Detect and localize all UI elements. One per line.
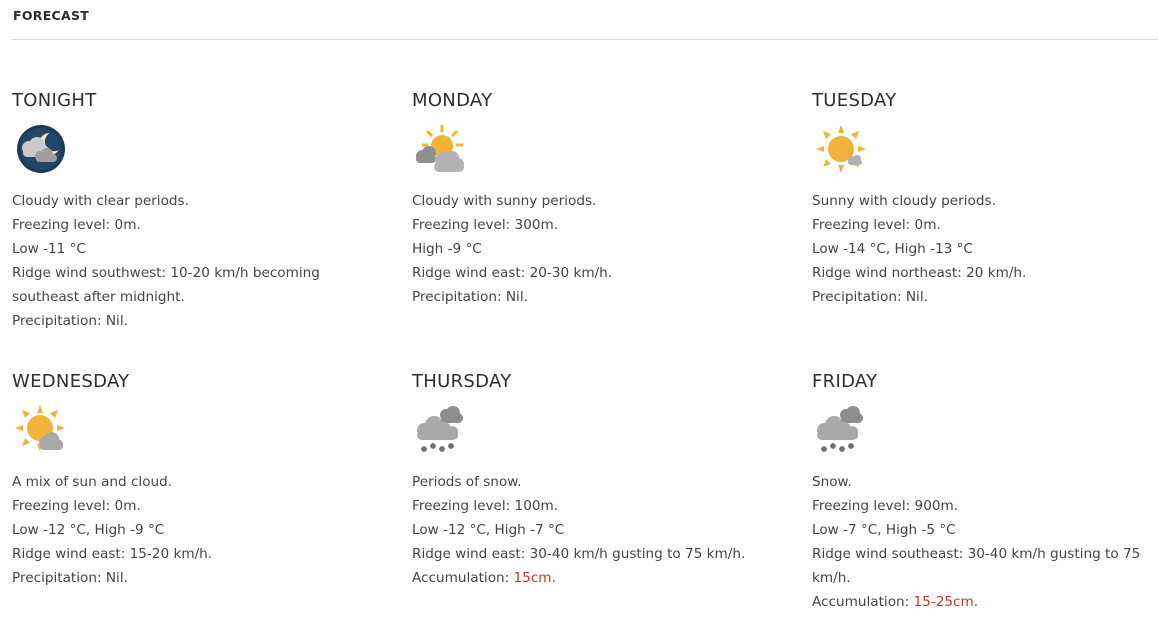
day-title: THURSDAY [412,371,512,392]
forecast-day-monday [412,90,757,309]
precipitation [12,566,357,590]
temperature: Low -12 °C, High -9 °C [12,522,165,538]
forecast-day-wednesday [12,371,357,590]
ridge-wind: Ridge wind east: 30-40 km/h gusting to 75 km/h. [412,546,746,562]
temperature: High -9 °C [412,241,482,257]
freezing-level: Freezing level: 0m. [812,217,941,233]
freezing-level: Freezing level: 900m. [812,498,959,514]
summary-text: Sunny with cloudy periods. [812,193,996,209]
precipitation-label: Precipitation: Nil. [412,289,528,305]
day-title: WEDNESDAY [12,371,130,392]
temperature: Low -7 °C, High -5 °C [812,522,956,538]
section-title: FORECAST [13,8,90,23]
precipitation-label: Precipitation: Nil. [812,289,928,305]
precipitation-label: Precipitation: Nil. [12,570,128,586]
precipitation-value: 15-25cm. [913,594,979,610]
night-cloudy-icon [12,123,68,179]
day-details [12,470,357,590]
precipitation-label: Accumulation: [812,594,914,610]
sunny-cloudy-periods-icon [812,123,868,179]
forecast-day-friday [812,371,1157,614]
day-title: MONDAY [412,90,493,111]
ridge-wind: Ridge wind southeast: 30-40 km/h gusting to 75 km/h. [812,546,1141,586]
day-details [812,470,1157,614]
freezing-level: Freezing level: 300m. [412,217,559,233]
day-details [812,189,1157,309]
precipitation [12,309,357,333]
section-divider [12,39,1158,40]
precipitation [412,285,757,309]
precipitation-label: Accumulation: [412,570,514,586]
summary-text: Cloudy with clear periods. [12,193,189,209]
precipitation [812,285,1157,309]
forecast-day-tuesday [812,90,1157,309]
ridge-wind: Ridge wind southwest: 10-20 km/h becoming southeast after midnight. [12,265,320,305]
day-details [412,470,757,590]
freezing-level: Freezing level: 0m. [12,498,141,514]
freezing-level: Freezing level: 0m. [12,217,141,233]
ridge-wind: Ridge wind east: 15-20 km/h. [12,546,213,562]
forecast-day-tonight [12,90,357,333]
ridge-wind: Ridge wind east: 20-30 km/h. [412,265,613,281]
summary-text: A mix of sun and cloud. [12,474,173,490]
temperature: Low -14 °C, High -13 °C [812,241,973,257]
precipitation [412,566,757,590]
summary-text: Snow. [812,474,852,490]
day-details [12,189,357,333]
day-title: TUESDAY [812,90,897,111]
summary-text: Cloudy with sunny periods. [412,193,597,209]
snow-icon [412,404,468,460]
day-title: TONIGHT [12,90,97,111]
temperature: Low -12 °C, High -7 °C [412,522,565,538]
day-details [412,189,757,309]
precipitation-label: Precipitation: Nil. [12,313,128,329]
cloudy-sunny-periods-icon [412,123,468,179]
snow-icon [812,404,868,460]
precipitation-value: 15cm. [513,570,556,586]
sun-and-cloud-icon [12,404,68,460]
temperature: Low -11 °C [12,241,86,257]
day-title: FRIDAY [812,371,878,392]
precipitation [812,590,1157,614]
forecast-day-thursday [412,371,757,590]
freezing-level: Freezing level: 100m. [412,498,559,514]
ridge-wind: Ridge wind northeast: 20 km/h. [812,265,1027,281]
summary-text: Periods of snow. [412,474,522,490]
